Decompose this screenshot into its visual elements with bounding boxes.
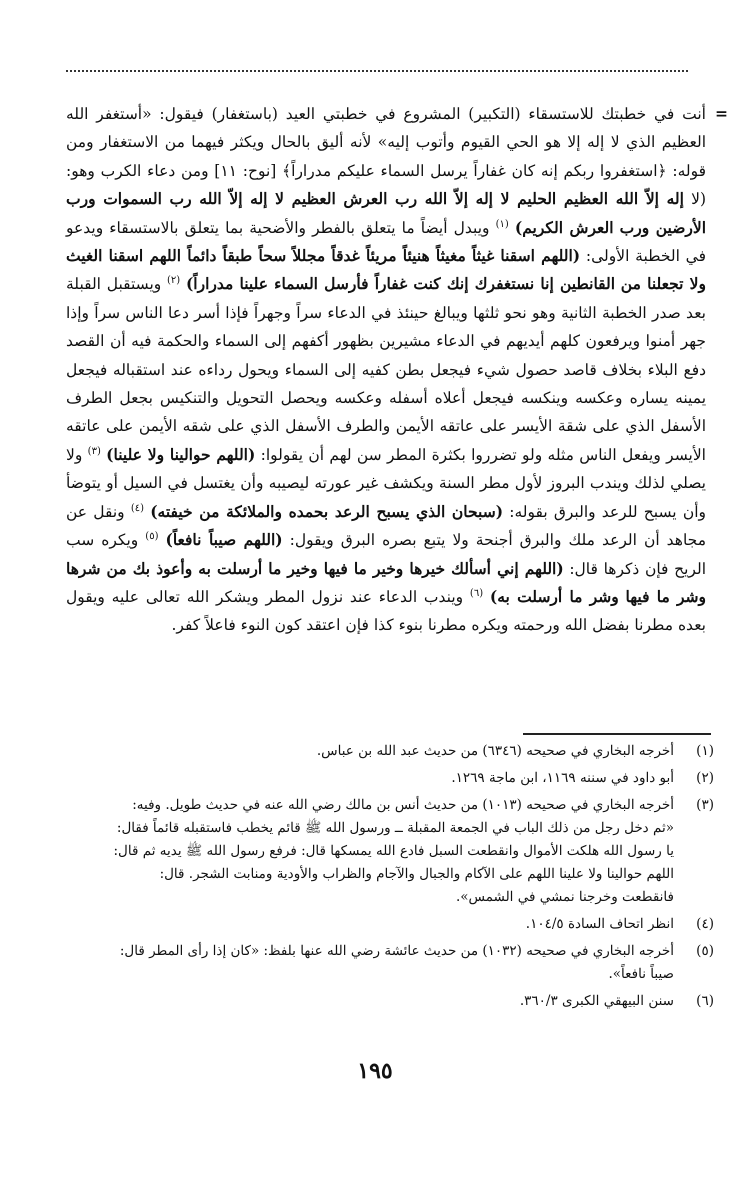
quoted-supplication: (اللهم إني أسألك خيرها وخير ما فيها وخير ما أرسلت به وأعوذ بك من شرها وشر ما فيها	[66, 558, 707, 606]
body-text-run: وعكسه وينكسه فيجعل أعلاه أسفله وعكسه ويحصل التحويل والتنكيس بجعل الطرف الأسفل الذي	[66, 389, 706, 436]
body-text-run: ونقل عن مجاهد أن	[66, 502, 706, 550]
quoted-supplication: (اللهم اسقنا غيثاً مغيثاً هنيئاً مريئاً غدقاً مجللاً سحاً طبقاً دائماً اللهم اسقنا الغيث ولا تجعلنا من	[66, 246, 706, 294]
header-dotted-rule	[66, 70, 688, 72]
footnote-ref: (٣)	[87, 445, 101, 457]
quoted-supplication: (اللهم حوالينا ولا علينا)	[106, 444, 256, 464]
footnote-ref: (٥)	[145, 530, 159, 542]
body-text-run: الذي لا إله إلا هو الحي القيوم وأتوب إليه» لأنه أليق بالحال ويكثر فيهما من الاستغفار ومن قوله:	[66, 133, 707, 180]
quoted-supplication: (سبحان الذي يسبح الرعد بحمده والملائكة من خيفته)	[150, 501, 504, 521]
footnote-item	[66, 767, 714, 790]
footnote-ref: (٤)	[130, 502, 145, 514]
footnote-text: فانقطعت وخرجنا نمشي في الشمس».	[455, 889, 674, 905]
footnote-number: (٤)	[696, 916, 714, 932]
body-text-run: ﴿استغفروا ربكم إنه كان غفاراً يرسل السماء عليكم مدراراً﴾ [نوح: ١١] ومن دعاء الكرب وهو: (لا	[66, 161, 706, 209]
body-text-run: ويرفعون كلهم أيديهم في الدعاء مشيرين بظهور أكفهم إلى السماء والحكمة فيه أن القصد دفع البلاء	[66, 332, 707, 379]
body-text-run: الثانية وهو نحو ثلثها ويبالغ حينئذ في الدعاء سراً وجهراً فإذا أسر دعا الناس سراً وإذا جهر أمنوا	[66, 303, 706, 351]
footnote-item	[66, 940, 714, 986]
footnote-item	[66, 913, 714, 936]
body-text-run: بفضل الله ورحمته ويكره مطرنا بنوء كذا فإن اعتقد كون النوء فاعلاً كفر.	[171, 616, 630, 635]
footnote-ref: (١)	[495, 218, 509, 230]
footnote-number: (٦)	[696, 993, 714, 1009]
footnote-text: أبو داود في سننه ١١٦٩، ابن ماجة ١٢٦٩.	[451, 770, 674, 786]
body-text-run: ويندب الدعاء عند نزول المطر ويشكر الله تعالى عليه ويقول بعده مطرنا	[66, 587, 706, 635]
quoted-supplication: القانطين إنا نستغفرك إنك كنت غفاراً فأرسل السماء علينا مدراراً)	[185, 274, 616, 294]
page-number: ١٩٥	[357, 1058, 393, 1084]
footnote-ref: (٦)	[469, 587, 484, 599]
quoted-supplication: العرش الكريم)	[514, 217, 614, 237]
body-text-run: الناس مثله ولو تضرروا بكثرة المطر سن لهم أن يقولوا:	[255, 445, 617, 464]
body-text-run: أنت في خطبتك للاستسقاء (التكبير) المشروع في خطبتي العيد (باستغفار) فيقول: «أستغفر الله العظيم	[66, 105, 706, 152]
footnote-text: «ثم دخل رجل من ذلك الباب في الجمعة المقبلة ــ ورسول الله ﷺ قائم يخطب فاستقبله قائماً فقال:	[116, 820, 674, 836]
body-text-run: على شقة الأيسر على عاتقه الأيمن والطرف الأسفل الذي على شقه الأيمن على عاتقه الأيسر ويفعل	[66, 417, 706, 464]
body-text-run: ولا يصلي لذلك	[66, 445, 706, 493]
footnote-text: اللهم حوالينا ولا علينا اللهم على الآكام والجبال والآجام والظراب والأودية ومنابت الشجر. قال:	[159, 866, 674, 882]
body-text-run: بخلاف قاصد حصول شيء فيجعل بطن كفيه إلى السماء ويحول رداءه عند استقباله فيجعل يمينه يساره	[66, 360, 707, 408]
footnote-text: انظر اتحاف السادة ١٠٤/٥.	[525, 916, 674, 932]
footnote-number: (٢)	[696, 770, 714, 786]
footnote-text: أخرجه البخاري في صحيحه (١٠١٣) من حديث أنس بن مالك رضي الله عنه في حديث طويل. وفيه:	[132, 797, 674, 813]
footnote-separator	[523, 733, 711, 735]
main-text	[66, 100, 728, 640]
body-text-run: الرعد ملك والبرق أجنحة ولا يتبع بصره البرق ويقول:	[282, 531, 637, 550]
footnote-item	[66, 990, 714, 1013]
body-text-run: الأولى:	[580, 247, 630, 266]
footnote-text: صيباً نافعاً».	[608, 966, 674, 982]
body-text-run: ويستقبل القبلة بعد صدر الخطبة	[66, 275, 706, 322]
footnote-number: (١)	[696, 743, 714, 759]
body-text-run: ويندب البروز لأول مطر السنة ويكشف غير عورته ليصيبه وأن يغتسل في السيل أو يتوضأ وأن يسبح	[66, 474, 706, 521]
quoted-supplication: وشر ما أرسلت به)	[489, 586, 619, 606]
body-text-run: ويبدل أيضاً ما يتعلق بالفطر والأضحية بما يتعلق بالاستسقاء ويدعو في الخطبة	[66, 218, 706, 266]
footnote-text: أخرجه البخاري في صحيحه (٦٣٤٦) من حديث عبد الله بن عباس.	[316, 743, 674, 759]
footnote-text: أخرجه البخاري في صحيحه (١٠٣٢) من حديث عائشة رضي الله عنها بلفظ: «كان إذا رأى المطر قال:	[119, 943, 674, 959]
footnote-text: يا رسول الله هلكت الأموال وانقطعت السبل فادع الله يمسكها قال: فرفع رسول الله ﷺ يديه ثم قال:	[113, 843, 674, 859]
quoted-supplication: إله إلاّ الله العظيم الحليم لا إله إلاّ الله رب العرش العظيم لا إله إلاّ الله رب السموات ورب الأرضين ورب	[66, 189, 707, 237]
continuation-marker: =	[715, 104, 728, 123]
body-text-run: للرعد والبرق بقوله:	[503, 502, 638, 521]
footnote-item	[66, 740, 714, 763]
quoted-supplication: (اللهم صيباً نافعاً)	[165, 530, 283, 550]
footnote-item	[66, 794, 714, 909]
footnotes	[66, 740, 714, 1017]
footnote-number: (٣)	[696, 797, 714, 813]
footnote-ref: (٢)	[167, 275, 181, 287]
body-text-run: ويكره سب الريح فإن	[66, 531, 707, 578]
body-text-run: ذكرها قال:	[563, 559, 640, 578]
footnote-text: سنن البيهقي الكبرى ٣٦٠/٣.	[519, 993, 674, 1009]
footnote-number: (٥)	[696, 943, 714, 959]
